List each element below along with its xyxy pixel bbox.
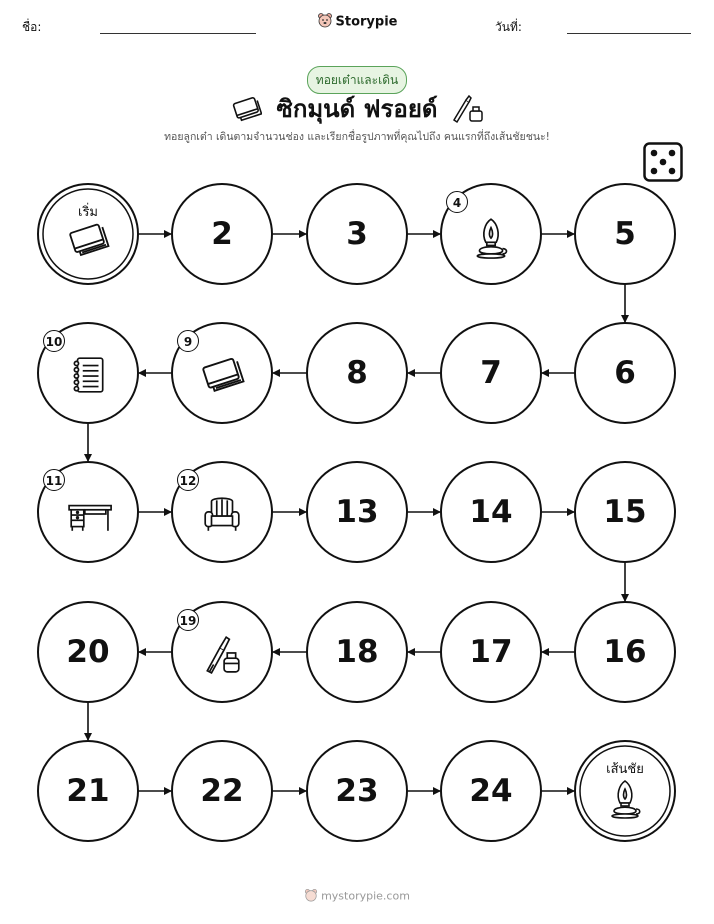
brand-name: Storypie bbox=[335, 14, 398, 30]
notebook-icon bbox=[74, 358, 102, 392]
space-number-badge: 11 bbox=[43, 469, 65, 491]
space-number: 13 bbox=[335, 494, 379, 530]
space-number-badge: 4 bbox=[446, 191, 468, 213]
page-title: ซิกมุนด์ ฟรอยด์ bbox=[276, 95, 438, 123]
space-number-badge: 10 bbox=[43, 330, 65, 352]
space-number: 5 bbox=[614, 216, 636, 252]
space-number: 22 bbox=[200, 773, 244, 809]
space-number: 14 bbox=[469, 494, 513, 530]
space-number: 2 bbox=[211, 216, 233, 252]
space-number-badge: 19 bbox=[177, 609, 199, 631]
game-type-badge: ทอยเต๋าและเดิน bbox=[307, 66, 407, 94]
space-number: 20 bbox=[66, 634, 110, 670]
footer bbox=[0, 888, 714, 905]
space-number: 17 bbox=[469, 634, 513, 670]
space-number: 3 bbox=[346, 216, 368, 252]
footer-url: mystorypie.com bbox=[321, 889, 410, 903]
start-label: เริ่ม bbox=[78, 205, 98, 220]
space-number: 8 bbox=[346, 355, 368, 391]
space-number: 6 bbox=[614, 355, 636, 391]
bear-logo-icon bbox=[304, 888, 318, 905]
name-label: ชื่อ: bbox=[22, 20, 42, 34]
space-number: 23 bbox=[335, 773, 379, 809]
instructions: ทอยลูกเต๋า เดินตามจำนวนช่อง และเรียกชื่อรูปภาพที่คุณไปถึง คนแรกที่ถึงเส้นชัยชนะ! bbox=[164, 131, 550, 143]
space-number: 24 bbox=[469, 773, 513, 809]
date-label: วันที่: bbox=[495, 20, 522, 34]
space-number-badge: 12 bbox=[177, 469, 199, 491]
space-number: 21 bbox=[66, 773, 110, 809]
space-number-badge: 9 bbox=[177, 330, 199, 352]
space-number: 18 bbox=[335, 634, 379, 670]
space-number: 7 bbox=[480, 355, 502, 391]
space-number: 16 bbox=[603, 634, 647, 670]
space-number: 15 bbox=[603, 494, 647, 530]
finish-label: เส้นชัย bbox=[606, 762, 644, 777]
